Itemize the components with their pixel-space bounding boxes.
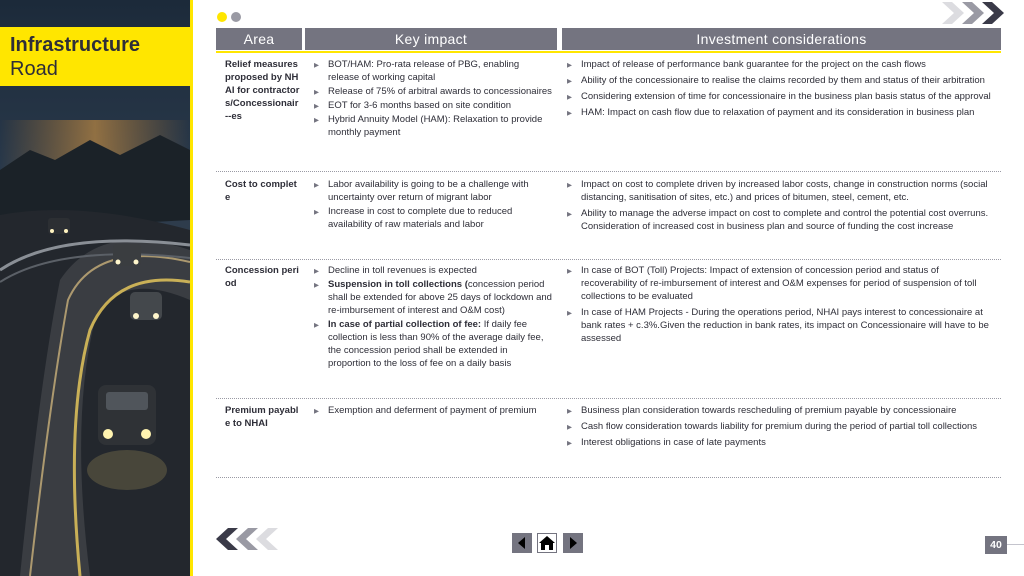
- list-item: ▶ Release of 75% of arbitral awards to concessionaires: [314, 85, 552, 98]
- triangle-right-icon: [563, 533, 583, 553]
- section-subtitle: Road: [10, 58, 58, 80]
- key-impact-list: [314, 404, 552, 418]
- list-item: ▶ Decline in toll revenues is expected: [314, 264, 552, 277]
- progress-dot: [231, 12, 241, 22]
- triangle-left-icon: [512, 533, 532, 553]
- list-item: ▶ Considering extension of time for concessionaire in the business plan basis status of the approval: [567, 90, 997, 103]
- list-item: [314, 278, 552, 317]
- investment-list: [567, 404, 997, 452]
- list-item-text: If daily fee collection is less than 90% of the average daily fee, the concession period shall be extended in proportion to the loss of fee on a daily basis: [328, 319, 544, 369]
- list-item: ▶ Ability of the concessionaire to realise the claims recorded by them and status of their arbitration: [567, 74, 997, 87]
- page-number: 40: [985, 536, 1007, 554]
- header-key-impact: Key impact: [305, 28, 557, 50]
- progress-dot-active: [217, 12, 227, 22]
- section-title-box: [0, 27, 190, 86]
- row-area-label: Cost to complete: [225, 179, 297, 203]
- row-divider: [216, 398, 1001, 399]
- key-impact-list: [314, 264, 552, 371]
- bold-lead: In case of partial collection of fee:: [328, 319, 482, 330]
- list-item: ▶ Interest obligations in case of late payments: [567, 436, 997, 449]
- road-photo: [0, 0, 190, 576]
- header-investment-considerations: Investment considerations: [562, 28, 1001, 50]
- list-item: ▶ BOT/HAM: Pro-rata release of PBG, enabling release of working capital: [314, 58, 552, 84]
- chevrons-right-icon: [942, 2, 1006, 24]
- row-divider: [216, 259, 1001, 260]
- row-area-label: Relief measures proposed by NHAI for contractors/Concessionair--es: [225, 59, 300, 122]
- row-divider: [216, 477, 1001, 478]
- list-item: ▶ Impact on cost to complete driven by increased labor costs, change in construction norms (social distancing, sanitisation of sites, etc.) and prices of bitumen, steel, cement, etc.: [567, 178, 997, 204]
- list-item: ▶ Hybrid Annuity Model (HAM): Relaxation to provide monthly payment: [314, 113, 552, 139]
- section-title: Infrastructure: [10, 34, 141, 56]
- investment-list: [567, 178, 997, 236]
- home-icon: [538, 534, 556, 552]
- list-item: ▶ Increase in cost to complete due to reduced availability of raw materials and labor: [314, 205, 552, 231]
- previous-slide-button[interactable]: [512, 533, 532, 553]
- list-item: ▶ Exemption and deferment of payment of premium: [314, 404, 552, 417]
- next-slide-button[interactable]: [563, 533, 583, 553]
- row-divider: [216, 171, 1001, 172]
- list-item: ▶ In case of HAM Projects - During the operations period, NHAI pays interest to concessionaire at bank rates + c.3%.Given the reduction in bank rates, its impact on Concessionaire will have to be assessed: [567, 306, 997, 345]
- investment-list: [567, 264, 997, 348]
- list-item-text: concession period shall be extended for above 25 days of lockdown and re-imbursement of interest and O&M cost): [328, 279, 552, 316]
- bold-lead: Suspension in toll collections (: [328, 279, 468, 290]
- list-item: ▶ Business plan consideration towards rescheduling of premium payable by concessionaire: [567, 404, 997, 417]
- header-underline: [216, 51, 1001, 53]
- list-item: ▶ In case of BOT (Toll) Projects: Impact of extension of concession period and status of recoverability of re-imbursement of interest and O&M expenses for period of suspension of toll collections to be evaluated: [567, 264, 997, 303]
- row-area-label: Premium payable to NHAI: [225, 405, 299, 429]
- list-item: ▶ Labor availability is going to be a challenge with uncertainty over return of migrant labor: [314, 178, 552, 204]
- page-number-rule: [1007, 544, 1024, 545]
- list-item: [314, 318, 552, 370]
- investment-list: [567, 58, 997, 122]
- key-impact-list: [314, 178, 552, 232]
- key-impact-list: [314, 58, 552, 140]
- list-item: ▶ Impact of release of performance bank guarantee for the project on the cash flows: [567, 58, 997, 71]
- yellow-vertical-rule: [190, 0, 193, 576]
- home-button[interactable]: [537, 533, 557, 553]
- row-area-label: Concession period: [225, 265, 299, 289]
- chevrons-left-icon[interactable]: [216, 528, 280, 550]
- list-item: ▶ EOT for 3-6 months based on site condition: [314, 99, 552, 112]
- list-item: ▶ Cash flow consideration towards liability for premium during the period of partial toll collections: [567, 420, 997, 433]
- list-item: ▶ Ability to manage the adverse impact on cost to complete and control the potential cost overruns. Consideration of increased cost in business plan and source of funding the cost increase: [567, 207, 997, 233]
- list-item: ▶ HAM: Impact on cash flow due to relaxation of payment and its consideration in business plan: [567, 106, 997, 119]
- header-area: Area: [216, 28, 302, 50]
